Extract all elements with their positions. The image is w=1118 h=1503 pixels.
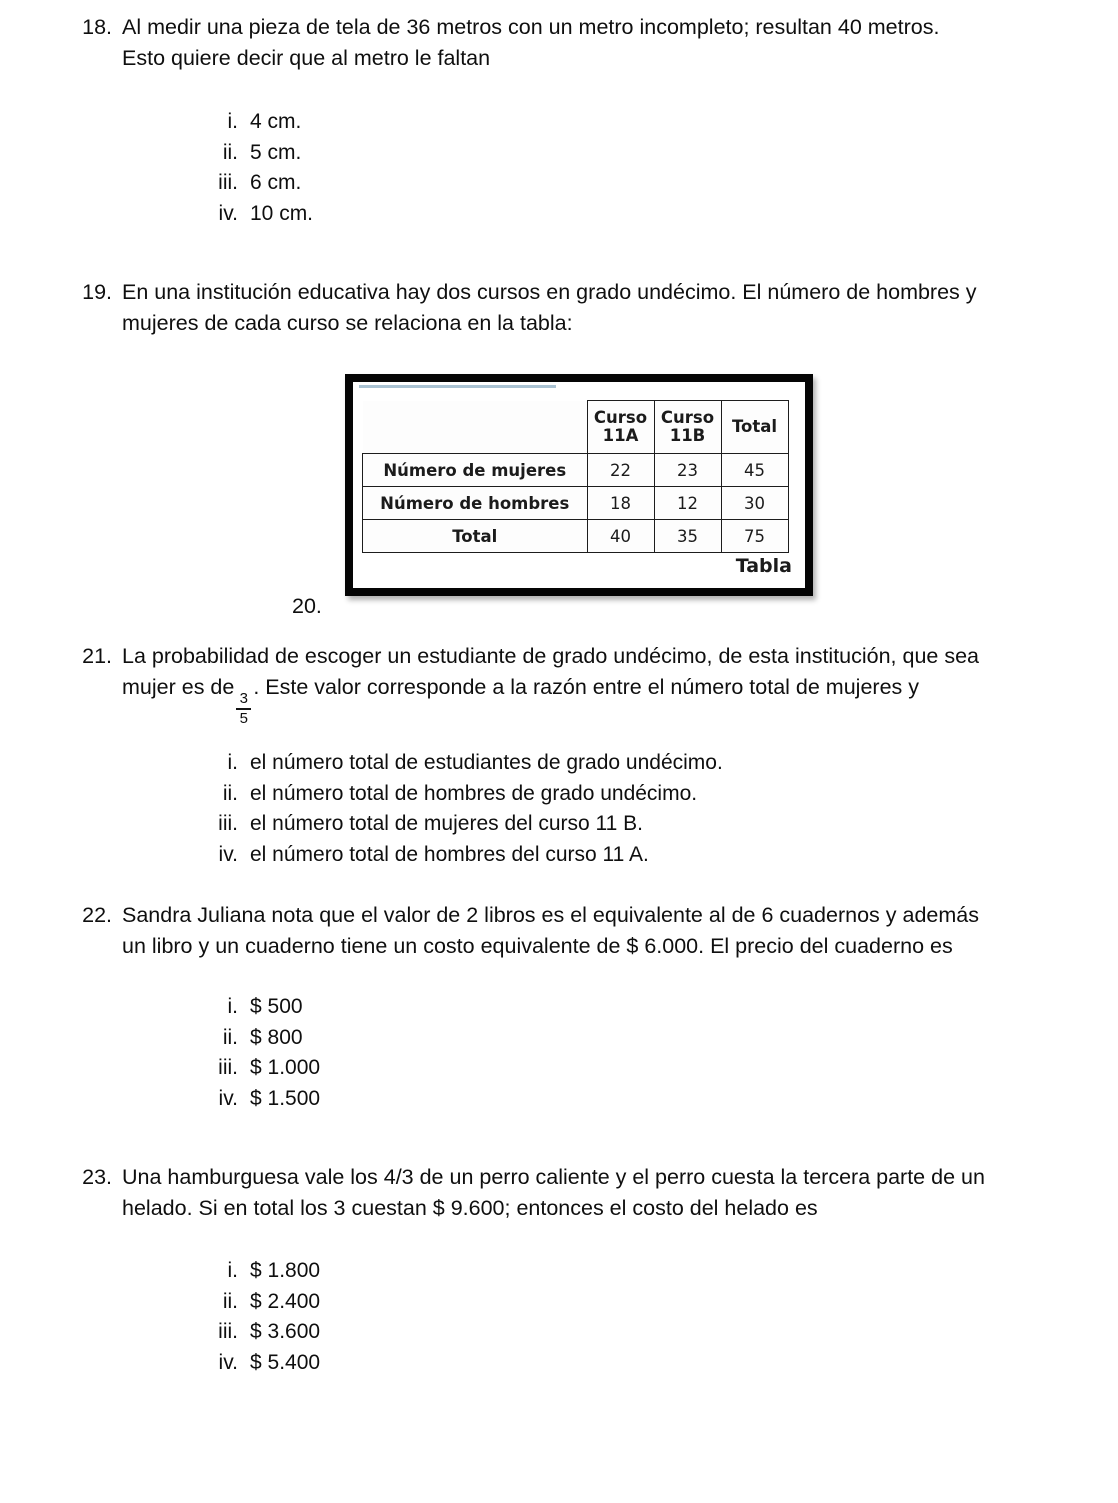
question-19-text (122, 277, 996, 339)
question-21 (78, 641, 996, 727)
table-figure (345, 374, 813, 596)
option-item[interactable] (190, 809, 1108, 840)
question-23-body (78, 1162, 996, 1224)
students-table (362, 400, 789, 553)
table-column-header-curso-11a (587, 401, 654, 454)
option-item[interactable] (190, 107, 1108, 138)
option-label: el número total de estudiantes de grado undécimo. (250, 751, 723, 774)
option-label: $ 800 (250, 1025, 303, 1049)
option-item[interactable] (190, 1023, 1108, 1054)
fraction-three-fifths (236, 691, 251, 727)
question-23-options (190, 1256, 1108, 1378)
fraction-numerator: 3 (239, 690, 249, 708)
table-corner-cell (363, 401, 588, 454)
question-22-body (78, 900, 996, 962)
table-cell: 75 (721, 520, 788, 553)
question-21-text (122, 641, 996, 727)
option-item[interactable] (190, 168, 1108, 199)
question-23-line-2: helado. Si en total los 3 cuestan $ 9.600; entonces el costo del helado es (122, 1196, 818, 1220)
question-19-line-2: mujeres de cada curso se relaciona en la tabla: (122, 311, 573, 335)
option-label: $ 3.600 (250, 1320, 321, 1343)
table-header-row (363, 401, 789, 454)
question-21-body (78, 641, 996, 727)
question-22-options (190, 992, 1108, 1114)
table-row (363, 520, 789, 553)
table-cell: 35 (654, 520, 721, 553)
figure-inner (353, 382, 805, 588)
question-21-options (190, 748, 1108, 870)
column-header-line-1: Total (731, 417, 778, 436)
table-cell: 30 (721, 487, 788, 520)
option-marker: iv. (218, 842, 238, 866)
question-21-line-2 (122, 672, 996, 727)
column-header-line-1: Curso (660, 408, 715, 427)
question-18-line-2: Esto quiere decir que al metro le faltan (122, 46, 491, 70)
table-row (363, 487, 789, 520)
option-marker: i. (227, 110, 238, 133)
option-item[interactable] (190, 199, 1108, 230)
option-item[interactable] (190, 1348, 1108, 1379)
question-18-line-1: Al medir una pieza de tela de 36 metros con un metro incompleto; resultan 40 metros. (122, 15, 940, 39)
fraction-denominator: 5 (239, 709, 249, 727)
question-18-number: 18. (82, 15, 112, 39)
option-label: 6 cm. (250, 171, 302, 194)
question-20-number: 20. (292, 594, 322, 618)
option-marker: iii. (218, 812, 238, 835)
question-19-number: 19. (82, 280, 112, 304)
option-item[interactable] (190, 1084, 1108, 1115)
question-20 (292, 591, 322, 622)
option-marker: iii. (218, 1320, 238, 1343)
table-cell: 45 (721, 454, 788, 487)
question-21-line-1: La probabilidad de escoger un estudiante de grado undécimo, de esta institución, que sea (122, 644, 980, 668)
table-cell: 18 (587, 487, 654, 520)
option-item[interactable] (190, 992, 1108, 1023)
option-label: el número total de mujeres del curso 11 B. (250, 812, 643, 835)
option-label: 10 cm. (250, 201, 314, 225)
question-22-number: 22. (82, 903, 112, 927)
option-label: el número total de hombres del curso 11 A. (250, 842, 649, 866)
table-row-header: Número de hombres (363, 487, 588, 520)
table-row-header: Número de mujeres (363, 454, 588, 487)
question-18-text (122, 12, 996, 74)
option-marker: ii. (222, 1289, 238, 1313)
option-marker: iv. (218, 201, 238, 225)
table-cell: 23 (654, 454, 721, 487)
option-item[interactable] (190, 1317, 1108, 1348)
column-header-line-2: 11A (602, 426, 639, 445)
table-row-header: Total (363, 520, 588, 553)
question-18-options (190, 107, 1108, 229)
option-item[interactable] (190, 1256, 1108, 1287)
figure-caption: Tabla (735, 555, 792, 577)
option-marker: i. (227, 1259, 238, 1282)
table-row (363, 454, 789, 487)
option-marker: iii. (218, 1056, 238, 1079)
option-label: $ 1.000 (250, 1056, 321, 1079)
column-header-line-2: 11B (669, 426, 706, 445)
option-label: 4 cm. (250, 110, 302, 133)
question-21-line-2-after: . Este valor corresponde a la razón entre el número total de mujeres y (253, 675, 919, 699)
option-marker: ii. (222, 1025, 238, 1049)
table-column-header-total (721, 401, 788, 454)
question-22 (78, 900, 996, 962)
option-item[interactable] (190, 138, 1108, 169)
option-marker: i. (227, 995, 238, 1018)
option-item[interactable] (190, 779, 1108, 810)
question-19 (78, 277, 996, 339)
option-label: 5 cm. (250, 140, 302, 164)
table-cell: 40 (587, 520, 654, 553)
option-label: $ 1.500 (250, 1086, 321, 1110)
question-19-line-1: En una institución educativa hay dos cursos en grado undécimo. El número de hombres y (122, 280, 977, 304)
option-item[interactable] (190, 1053, 1108, 1084)
table-cell: 12 (654, 487, 721, 520)
accent-rule (359, 385, 556, 388)
question-18 (78, 12, 996, 74)
question-21-line-2-before: mujer es de (122, 675, 235, 699)
question-21-number: 21. (82, 644, 112, 668)
question-22-line-1: Sandra Juliana nota que el valor de 2 libros es el equivalente al de 6 cuadernos y además (122, 903, 979, 927)
option-marker: iv. (218, 1350, 238, 1374)
option-label: el número total de hombres de grado undécimo. (250, 781, 698, 805)
option-item[interactable] (190, 840, 1108, 871)
question-23 (78, 1162, 996, 1224)
option-marker: i. (227, 751, 238, 774)
question-23-number: 23. (82, 1165, 112, 1189)
option-marker: ii. (222, 781, 238, 805)
question-23-text (122, 1162, 996, 1224)
option-item[interactable] (190, 748, 1108, 779)
question-22-line-2: un libro y un cuaderno tiene un costo equivalente de $ 6.000. El precio del cuaderno es (122, 934, 953, 958)
option-label: $ 1.800 (250, 1259, 321, 1282)
option-marker: iv. (218, 1086, 238, 1110)
option-label: $ 500 (250, 995, 303, 1018)
question-23-line-1: Una hamburguesa vale los 4/3 de un perro caliente y el perro cuesta la tercera parte de un (122, 1165, 985, 1189)
option-label: $ 2.400 (250, 1289, 321, 1313)
question-22-text (122, 900, 996, 962)
option-marker: iii. (218, 171, 238, 194)
column-header-line-1: Curso (593, 408, 648, 427)
question-19-body (78, 277, 996, 339)
question-18-body (78, 12, 996, 74)
option-item[interactable] (190, 1287, 1108, 1318)
table-column-header-curso-11b (654, 401, 721, 454)
option-label: $ 5.400 (250, 1350, 321, 1374)
option-marker: ii. (222, 140, 238, 164)
table-cell: 22 (587, 454, 654, 487)
